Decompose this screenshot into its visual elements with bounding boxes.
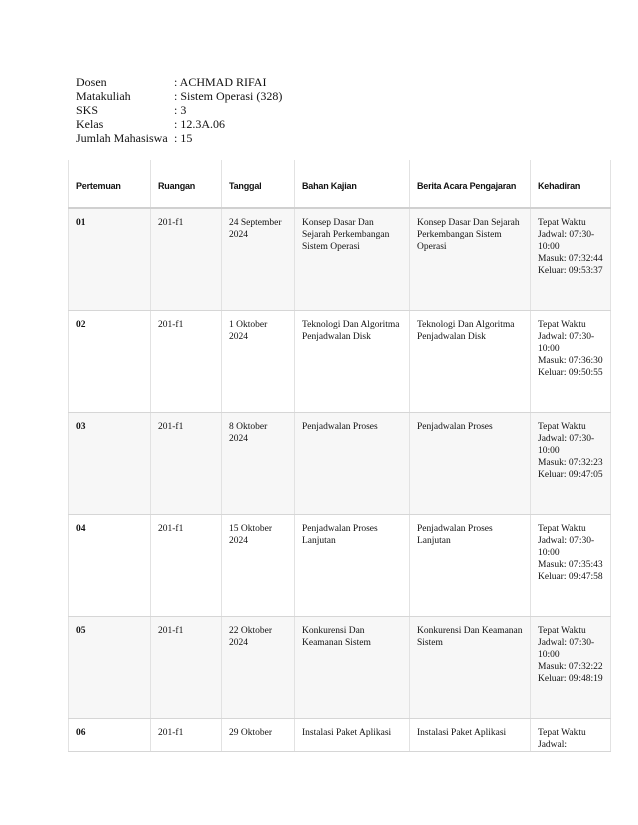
matakuliah-label: Matakuliah bbox=[76, 89, 131, 103]
kehadiran-jadwal: Jadwal: 07:30-10:00 bbox=[538, 536, 595, 558]
cell-bahan-kajian: Penjadwalan Proses bbox=[295, 413, 410, 515]
kehadiran-status: Tepat Waktu bbox=[538, 422, 586, 432]
header-berita-acara: Berita Acara Pengajaran bbox=[410, 160, 531, 208]
jumlah-mahasiswa-label: Jumlah Mahasiswa bbox=[76, 131, 168, 145]
cell-berita-acara: Konsep Dasar Dan Sejarah Perkembangan Sistem Operasi bbox=[410, 208, 531, 311]
cell-ruangan: 201-f1 bbox=[151, 515, 222, 617]
cell-pertemuan: 03 bbox=[69, 413, 151, 515]
cell-kehadiran bbox=[531, 719, 611, 752]
kehadiran-masuk: Masuk: 07:36:30 bbox=[538, 356, 603, 366]
kehadiran-status: Tepat Waktu bbox=[538, 218, 586, 228]
table-row bbox=[69, 515, 611, 617]
cell-bahan-kajian: Konsep Dasar Dan Sejarah Perkembangan Sistem Operasi bbox=[295, 208, 410, 311]
cell-tanggal: 29 Oktober bbox=[222, 719, 295, 752]
cell-kehadiran bbox=[531, 617, 611, 719]
header-pertemuan: Pertemuan bbox=[69, 160, 151, 208]
info-row-sks bbox=[76, 103, 282, 117]
jumlah-mahasiswa-value: : 15 bbox=[174, 131, 193, 145]
cell-pertemuan: 01 bbox=[69, 208, 151, 311]
kehadiran-status: Tepat Waktu bbox=[538, 524, 586, 534]
kehadiran-jadwal: Jadwal: 07:30-10:00 bbox=[538, 434, 595, 456]
kehadiran-jadwal: Jadwal: 07:30-10:00 bbox=[538, 638, 595, 660]
info-row-matakuliah bbox=[76, 89, 282, 103]
matakuliah-value: : Sistem Operasi (328) bbox=[174, 89, 283, 103]
table-row bbox=[69, 413, 611, 515]
cell-pertemuan: 06 bbox=[69, 719, 151, 752]
cell-berita-acara: Instalasi Paket Aplikasi bbox=[410, 719, 531, 752]
header-tanggal: Tanggal bbox=[222, 160, 295, 208]
kehadiran-status: Tepat Waktu bbox=[538, 728, 586, 738]
info-row-dosen bbox=[76, 75, 282, 89]
kehadiran-masuk: Masuk: 07:32:22 bbox=[538, 662, 603, 672]
cell-kehadiran bbox=[531, 515, 611, 617]
cell-ruangan: 201-f1 bbox=[151, 311, 222, 413]
kehadiran-jadwal: Jadwal: 07:30-10:00 bbox=[538, 230, 595, 252]
cell-tanggal: 1 Oktober 2024 bbox=[222, 311, 295, 413]
kehadiran-jadwal: Jadwal: bbox=[538, 740, 568, 750]
cell-tanggal: 15 Oktober 2024 bbox=[222, 515, 295, 617]
header-bahan-kajian: Bahan Kajian bbox=[295, 160, 410, 208]
cell-tanggal: 8 Oktober 2024 bbox=[222, 413, 295, 515]
cell-pertemuan: 02 bbox=[69, 311, 151, 413]
kehadiran-masuk: Masuk: 07:35:43 bbox=[538, 560, 603, 570]
cell-pertemuan: 05 bbox=[69, 617, 151, 719]
cell-kehadiran bbox=[531, 208, 611, 311]
attendance-table bbox=[68, 160, 611, 752]
kelas-label: Kelas bbox=[76, 117, 104, 131]
kehadiran-masuk: Masuk: 07:32:44 bbox=[538, 254, 603, 264]
cell-bahan-kajian: Konkurensi Dan Keamanan Sistem bbox=[295, 617, 410, 719]
sks-value: : 3 bbox=[174, 103, 187, 117]
kehadiran-keluar: Keluar: 09:47:05 bbox=[538, 470, 603, 480]
cell-berita-acara: Konkurensi Dan Keamanan Sistem bbox=[410, 617, 531, 719]
table-row bbox=[69, 617, 611, 719]
kehadiran-keluar: Keluar: 09:48:19 bbox=[538, 674, 603, 684]
kehadiran-masuk: Masuk: 07:32:23 bbox=[538, 458, 603, 468]
cell-kehadiran bbox=[531, 311, 611, 413]
table-header-row bbox=[69, 160, 611, 208]
cell-tanggal: 24 September 2024 bbox=[222, 208, 295, 311]
cell-berita-acara: Penjadwalan Proses Lanjutan bbox=[410, 515, 531, 617]
table-row bbox=[69, 719, 611, 752]
kehadiran-keluar: Keluar: 09:50:55 bbox=[538, 368, 603, 378]
cell-ruangan: 201-f1 bbox=[151, 208, 222, 311]
header-kehadiran: Kehadiran bbox=[531, 160, 611, 208]
kelas-value: : 12.3A.06 bbox=[174, 117, 225, 131]
cell-kehadiran bbox=[531, 413, 611, 515]
course-info bbox=[76, 75, 282, 145]
cell-berita-acara: Teknologi Dan Algoritma Penjadwalan Disk bbox=[410, 311, 531, 413]
kehadiran-keluar: Keluar: 09:47:58 bbox=[538, 572, 603, 582]
cell-ruangan: 201-f1 bbox=[151, 617, 222, 719]
dosen-label: Dosen bbox=[76, 75, 107, 89]
kehadiran-status: Tepat Waktu bbox=[538, 626, 586, 636]
cell-berita-acara: Penjadwalan Proses bbox=[410, 413, 531, 515]
info-row-kelas bbox=[76, 117, 282, 131]
table-row bbox=[69, 208, 611, 311]
cell-tanggal: 22 Oktober 2024 bbox=[222, 617, 295, 719]
cell-ruangan: 201-f1 bbox=[151, 413, 222, 515]
cell-bahan-kajian: Teknologi Dan Algoritma Penjadwalan Disk bbox=[295, 311, 410, 413]
header-ruangan: Ruangan bbox=[151, 160, 222, 208]
cell-bahan-kajian: Instalasi Paket Aplikasi bbox=[295, 719, 410, 752]
dosen-value: : ACHMAD RIFAI bbox=[174, 75, 267, 89]
attendance-table-wrapper bbox=[68, 160, 606, 752]
table-row bbox=[69, 311, 611, 413]
cell-pertemuan: 04 bbox=[69, 515, 151, 617]
cell-ruangan: 201-f1 bbox=[151, 719, 222, 752]
sks-label: SKS bbox=[76, 103, 99, 117]
kehadiran-keluar: Keluar: 09:53:37 bbox=[538, 266, 603, 276]
cell-bahan-kajian: Penjadwalan Proses Lanjutan bbox=[295, 515, 410, 617]
info-row-jumlah bbox=[76, 131, 282, 145]
kehadiran-status: Tepat Waktu bbox=[538, 320, 586, 330]
kehadiran-jadwal: Jadwal: 07:30-10:00 bbox=[538, 332, 595, 354]
